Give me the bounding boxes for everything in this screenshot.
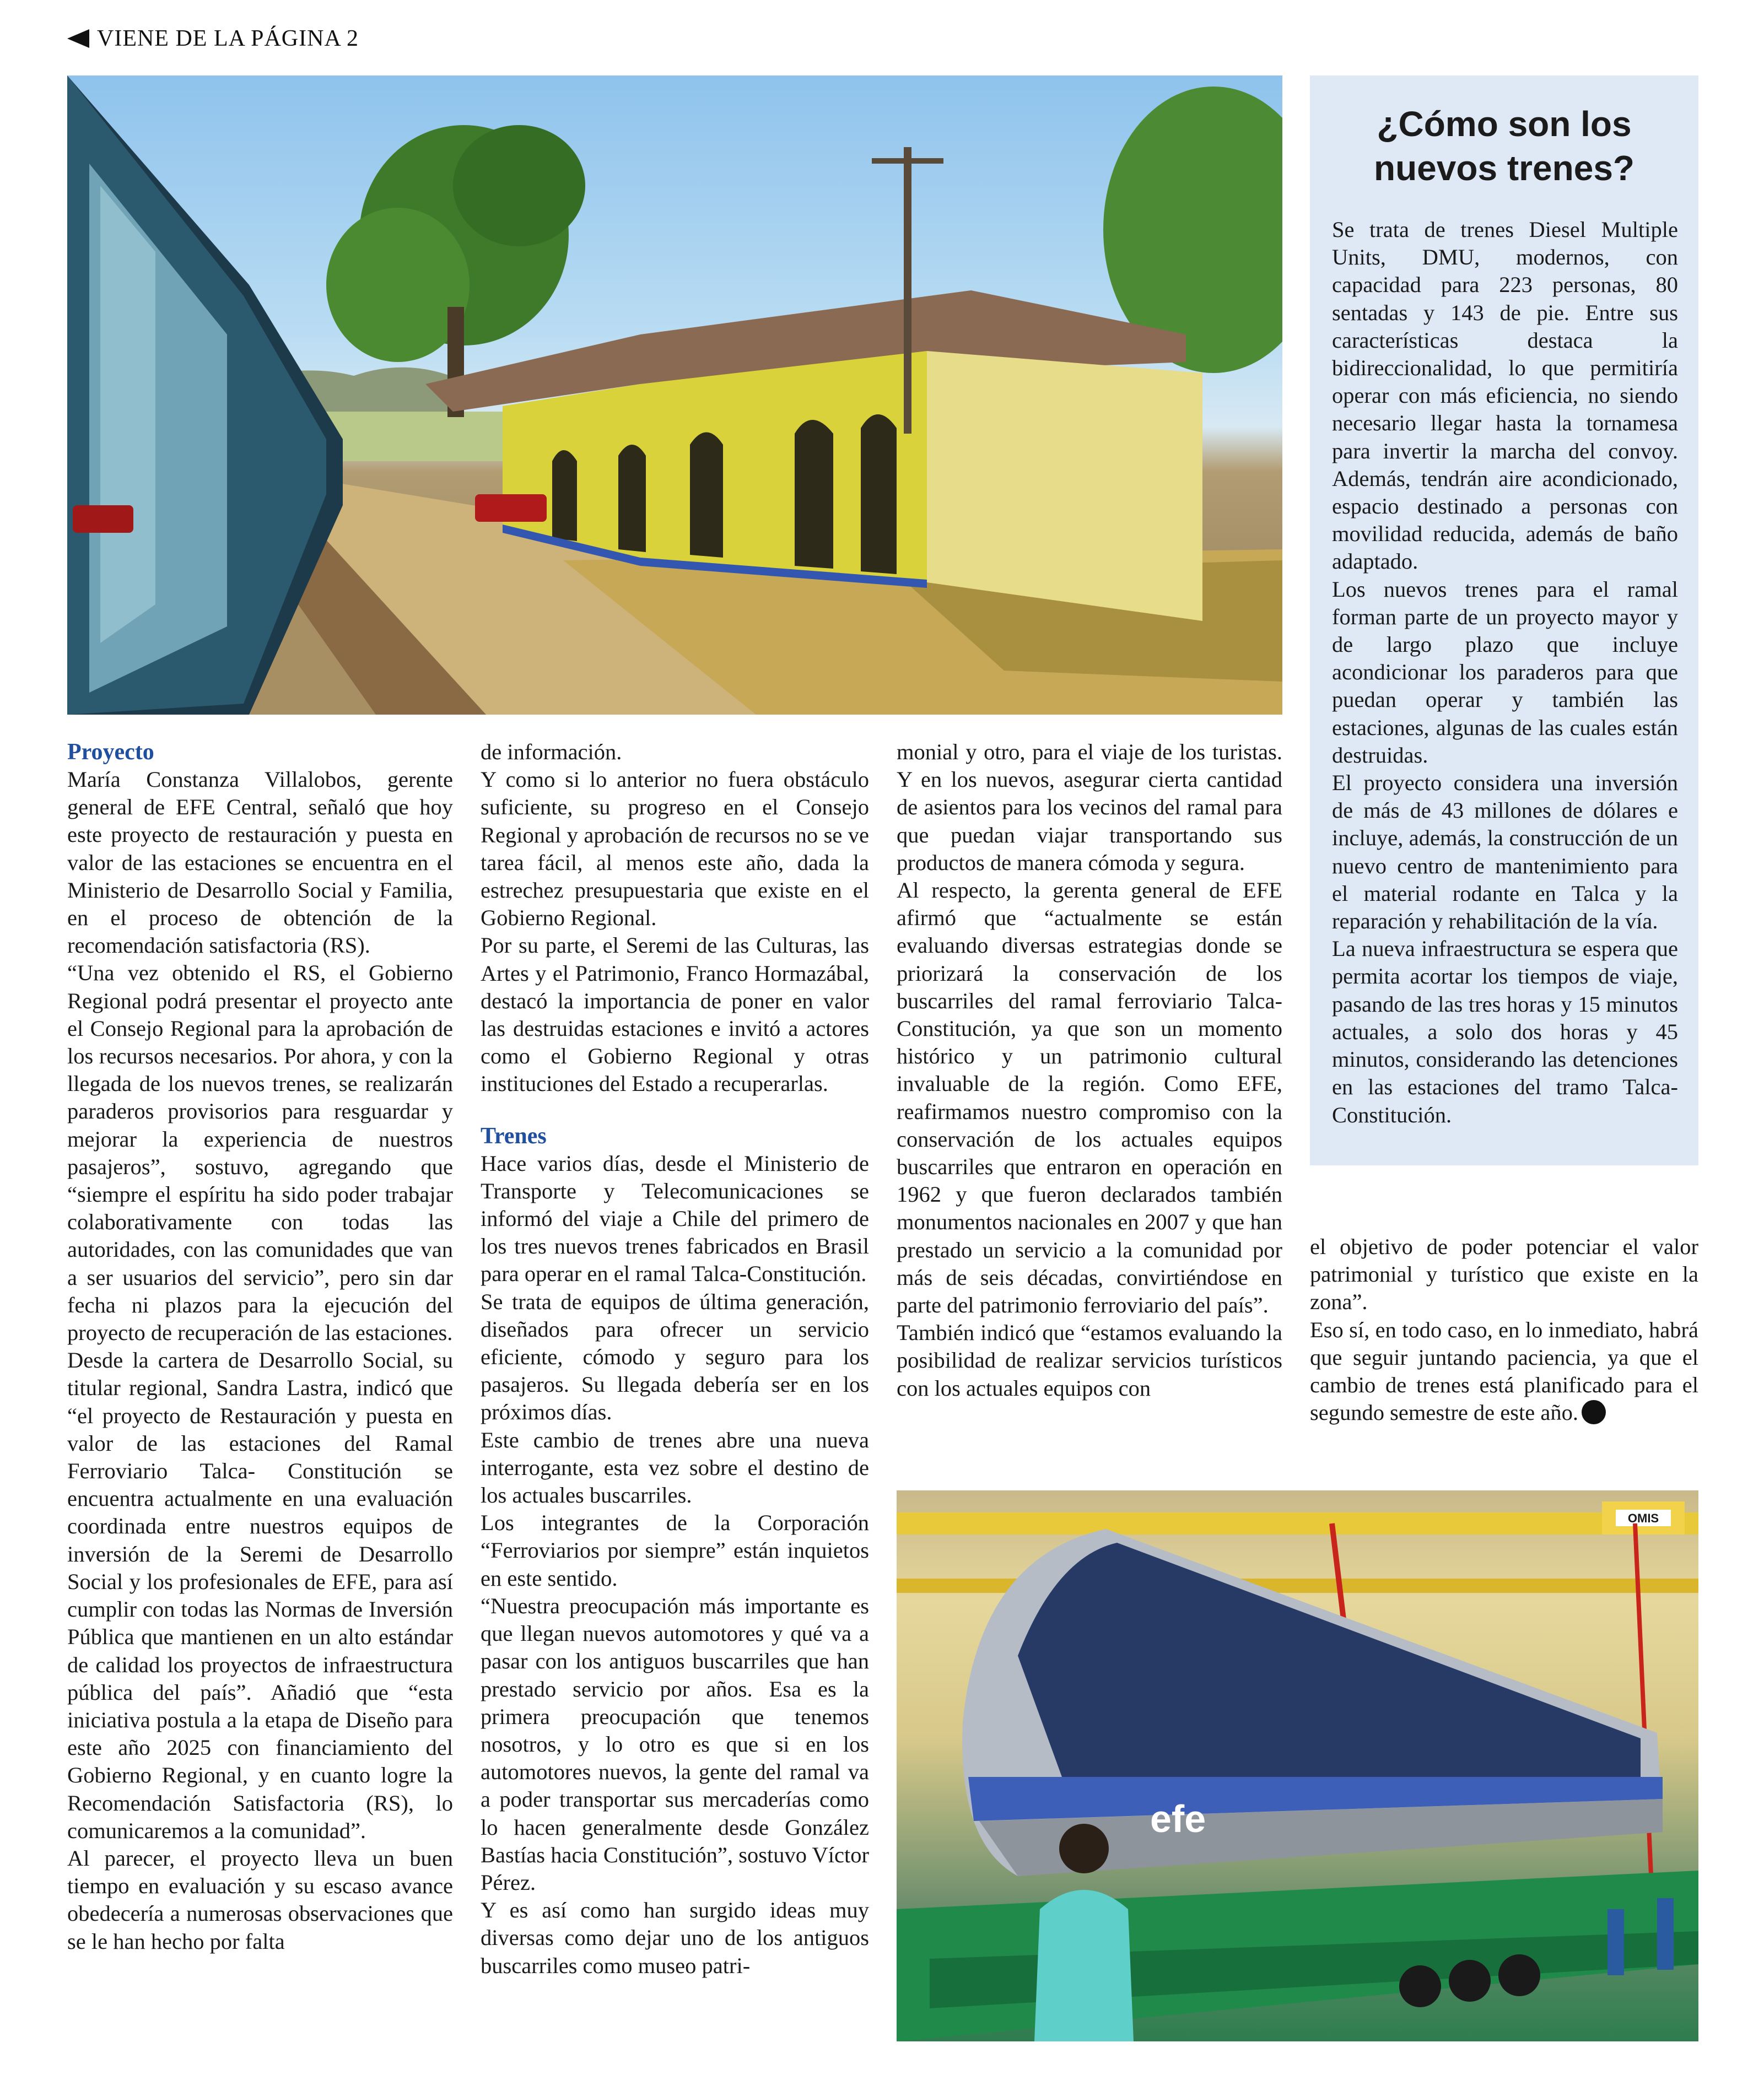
closing-paragraph-text: Eso sí, en todo caso, en lo inmediato, habrá que seguir juntando paciencia, ya que el cambio de trenes está planificado para el segundo semestre de este año.: [1310, 1317, 1698, 1425]
station-photo: [67, 75, 1282, 715]
paragraph: Desde la cartera de Desarrollo Social, su titular regional, Sandra Lastra, indicó que “el proyecto de Restauración y puesta en valor de las estaciones del Ramal Ferroviario Talca- Constitución se encuentra actualmente en una evaluación coordinada entre nuestros equipos de inversión de la Seremi de Desarrollo Social y los profesionales de EFE, para así cumplir con todas las Normas de Inversión Pública que mantienen en un alto estándar de calidad los proyectos de infraestructura pública del país”. Añadió que “esta iniciativa postula a la etapa de Diseño para este año 2025 con financiamiento del Gobierno Regional, y en cuanto logre la Recomendación Satisfactoria (RS), lo comunicaremos a la comunidad”.: [67, 1348, 453, 1843]
paragraph: Por su parte, el Seremi de las Culturas, las Artes y el Patrimonio, Franco Hormazábal, destacó la importancia de poner en valor las destruidas estaciones e invitó a actores como el Gobierno Regional y otras instituciones del Estado a recuperarlas.: [481, 933, 869, 1096]
paragraph: Hace varios días, desde el Ministerio de Transporte y Telecomunicaciones se informó del viaje a Chile del primero de los tres nuevos trenes fabricados en Brasil para operar en el ramal Talca-Constitución.: [481, 1150, 869, 1287]
paragraph: el objetivo de poder potenciar el valor patrimonial y turístico que existe en la zona”.: [1310, 1234, 1698, 1315]
paragraph: Y es así como han surgido ideas muy diversas como dejar uno de los antiguos buscarriles como museo patri-: [481, 1898, 869, 1978]
sidebar-text: [1332, 216, 1678, 1129]
article-column-4: [1310, 1233, 1698, 1426]
paragraph: Se trata de equipos de última generación, diseñados para ofrecer un servicio eficiente, cómodo y seguro para los pasajeros. Su llegada debería ser en los próximos días.: [481, 1289, 869, 1425]
new-train-photo: [897, 1490, 1698, 2041]
article-column-2: [481, 738, 869, 1980]
paragraph: “Una vez obtenido el RS, el Gobierno Regional podrá presentar el proyecto ante el Consejo Regional para la aprobación de los recursos necesarios. Por ahora, y con la llegada de los nuevos trenes, se realizarán paraderos provisorios para resguardar y mejorar la experiencia de nuestros pasajeros”, sostuvo, agregando que “siempre el espíritu ha sido poder trabajar colaborativamente con todas las autoridades, con las comunidades que van a ser usuarios del servicio”, pero sin dar fecha ni plazos para la ejecución del proyecto de recuperación de las estaciones.: [67, 960, 453, 1345]
left-arrow-icon: [67, 29, 89, 48]
paragraph: María Constanza Villalobos, gerente general de EFE Central, señaló que hoy este proyecto de restauración y puesta en valor de las estaciones se encuentra en el Ministerio de Desarrollo Social y Familia, en el proceso de obtención de la recomendación satisfactoria (RS).: [67, 767, 453, 958]
sidebar-paragraph: Se trata de trenes Diesel Multiple Units, DMU, modernos, con capacidad para 223 personas, 80 sentadas y 143 de pie. Entre sus características destaca la bidireccionalidad, lo que permitiría operar con más eficiencia, no siendo necesario llegar hasta la tornamesa para invertir la marcha del convoy. Además, tendrán aire acondicionado, espacio destinado a personas con movilidad reducida, además de baño adaptado.: [1332, 217, 1678, 574]
station-illustration: [67, 75, 1282, 715]
end-of-article-dot-icon: [1582, 1400, 1606, 1424]
paragraph: monial y otro, para el viaje de los turistas. Y en los nuevos, asegurar cierta cantidad de asientos para los vecinos del ramal para que puedan viajar transportando sus productos de manera cómoda y segura.: [897, 739, 1282, 875]
paragraph: “Nuestra preocupación más importante es que llegan nuevos automotores y qué va a pasar con los antiguos buscarriles que han prestado servicio por años. Esa es la primera preocupación que tenemos nosotros, y lo otro es que si en los automotores nuevos, la gente del ramal va a poder transportar sus mercaderías como lo hacen generalmente desde González Bastías hacia Constitución”, sostuvo Víctor Pérez.: [481, 1593, 869, 1895]
crane-label: OMIS: [1627, 1511, 1659, 1525]
sidebar-paragraph: La nueva infraestructura se espera que permita acortar los tiempos de viaje, pasando de las tres horas y 15 minutos actuales, a solo dos horas y 45 minutos, considerando las detenciones en las estaciones del tramo Talca-Constitución.: [1332, 936, 1678, 1127]
sidebar-title-line-1: ¿Cómo son los: [1377, 104, 1632, 144]
article-column-3: [897, 738, 1282, 1402]
efe-logo: efe: [1150, 1797, 1206, 1840]
paragraph: Y como si lo anterior no fuera obstáculo suficiente, su progreso en el Consejo Regional y aprobación de recursos no se ve tarea fácil, al menos este año, dada la estrechez presupuestaria que existe en el Gobierno Regional.: [481, 767, 869, 931]
paragraph: Al parecer, el proyecto lleva un buen tiempo en evaluación y su escaso avance obedecería a numerosas observaciones que se le han hecho por falta: [67, 1845, 453, 1954]
sidebar-title-line-2: nuevos trenes?: [1373, 148, 1635, 188]
section-heading-trenes: Trenes: [481, 1123, 547, 1149]
continued-from-label: [67, 25, 359, 52]
paragraph: También indicó que “estamos evaluando la posibilidad de realizar servicios turísticos con los actuales equipos con: [897, 1320, 1282, 1401]
paragraph: Los integrantes de la Corporación “Ferroviarios por siempre” están inquietos en este sentido.: [481, 1510, 869, 1591]
paragraph: Al respecto, la gerenta general de EFE afirmó que “actualmente se están evaluando diversas estrategias donde se priorizará la conservación de los buscarriles del ramal ferroviario Talca-Constitución, ya que son un momento histórico y un patrimonio cultural invaluable de la región. Como EFE, reafirmamos nuestro compromiso con la conservación de los actuales equipos buscarriles que entraron en operación en 1962 y que fueron declarados también monumentos nacionales en 2007 y que han prestado un servicio a la comunidad por más de seis décadas, convirtiéndose en parte del patrimonio ferroviario del país”.: [897, 878, 1282, 1318]
sidebar-paragraph: El proyecto considera una inversión de más de 43 millones de dólares e incluye, además, la construcción de un nuevo centro de mantenimiento para el material rodante en Talca y la reparación y rehabilitación de la vía.: [1332, 770, 1678, 934]
sidebar-paragraph: Los nuevos trenes para el ramal forman parte de un proyecto mayor y de largo plazo que incluye acondicionar los paraderos para que puedan operar y también las estaciones, algunas de las cuales están destruidas.: [1332, 576, 1678, 768]
paragraph: Este cambio de trenes abre una nueva interrogante, esta vez sobre el destino de los actuales buscarriles.: [481, 1427, 869, 1508]
sidebar-box: [1310, 75, 1698, 1165]
paragraph: [1310, 1316, 1698, 1427]
train-illustration: [897, 1490, 1698, 2041]
section-heading-proyecto: Proyecto: [67, 739, 154, 765]
sidebar-title: [1310, 102, 1698, 190]
article-column-1: [67, 738, 453, 1955]
continued-from-text: VIENE DE LA PÁGINA 2: [97, 26, 359, 51]
paragraph: de información.: [481, 739, 622, 764]
